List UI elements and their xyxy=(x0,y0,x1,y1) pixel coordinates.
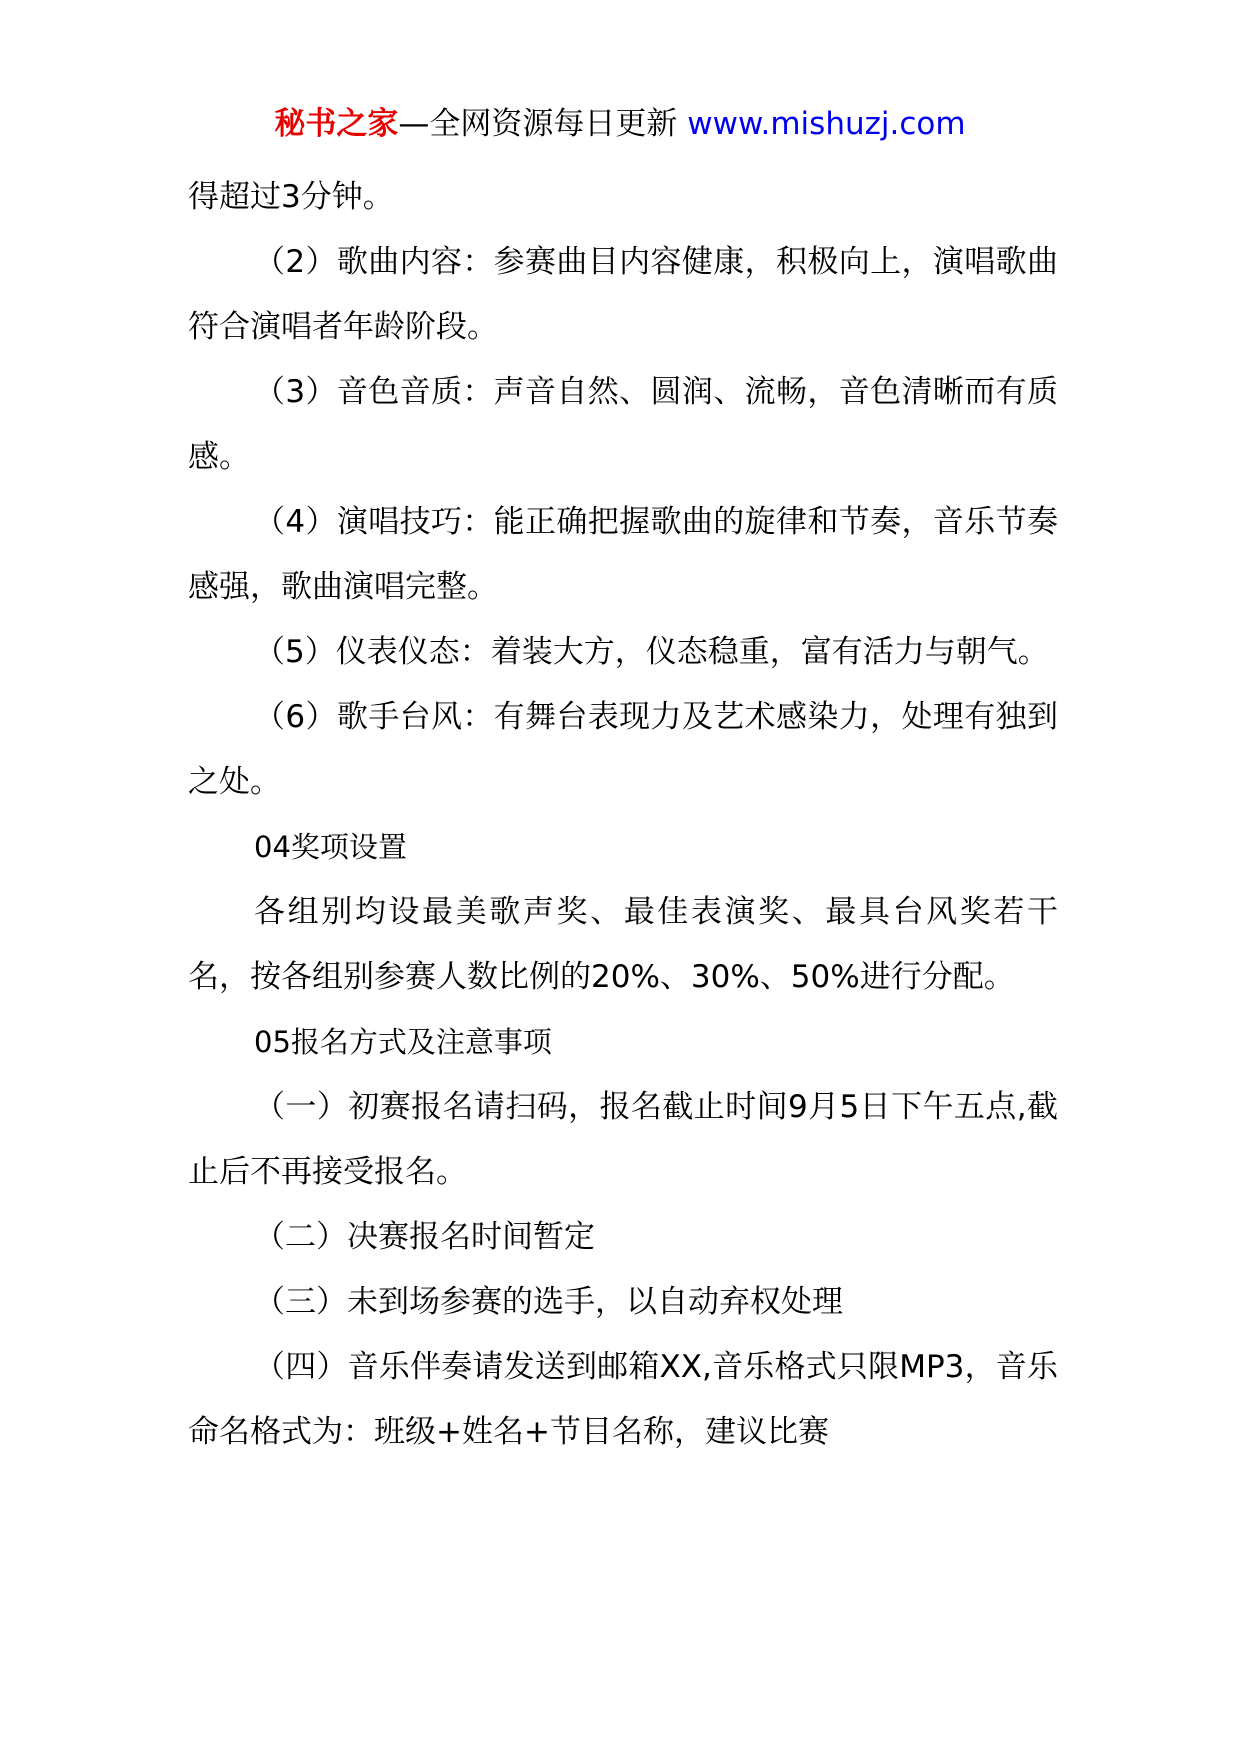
page-header xyxy=(0,102,1240,146)
criteria-stage-presence: （6）歌手台风：有舞台表现力及艺术感染力，处理有独到之处。 xyxy=(188,699,1058,800)
registration-item-2: （二）决赛报名时间暂定 xyxy=(254,1219,595,1255)
criteria-song-content: （2）歌曲内容：参赛曲目内容健康，积极向上，演唱歌曲符合演唱者年龄阶段。 xyxy=(188,244,1058,345)
criteria-appearance: （5）仪表仪态：着装大方，仪态稳重，富有活力与朝气。 xyxy=(254,634,1049,670)
brand-name: 秘书之家 xyxy=(274,106,399,142)
awards-description: 各组别均设最美歌声奖、最佳表演奖、最具台风奖若干名，按各组别参赛人数比例的20%、30%、50%进行分配。 xyxy=(188,894,1058,995)
criteria-singing-skill: （4）演唱技巧：能正确把握歌曲的旋律和节奏，音乐节奏感强，歌曲演唱完整。 xyxy=(188,504,1058,605)
site-url-link[interactable]: www.mishuzj.com xyxy=(687,106,966,142)
registration-item-4: （四）音乐伴奏请发送到邮箱XX,音乐格式只限MP3，音乐命名格式为：班级+姓名+节目名称，建议比赛 xyxy=(188,1349,1058,1450)
criteria-voice-quality: （3）音色音质：声音自然、圆润、流畅，音色清晰而有质感。 xyxy=(188,374,1058,475)
registration-item-3: （三）未到场参赛的选手，以自动弃权处理 xyxy=(254,1284,843,1320)
section-heading-registration: 05报名方式及注意事项 xyxy=(254,1025,552,1059)
document-body xyxy=(188,165,1058,1465)
registration-item-1: （一）初赛报名请扫码，报名截止时间9月5日下午五点,截止后不再接受报名。 xyxy=(188,1089,1058,1190)
paragraph-continuation: 得超过3分钟。 xyxy=(188,179,394,215)
section-heading-awards: 04奖项设置 xyxy=(254,830,407,864)
header-tagline: —全网资源每日更新 xyxy=(398,106,678,142)
